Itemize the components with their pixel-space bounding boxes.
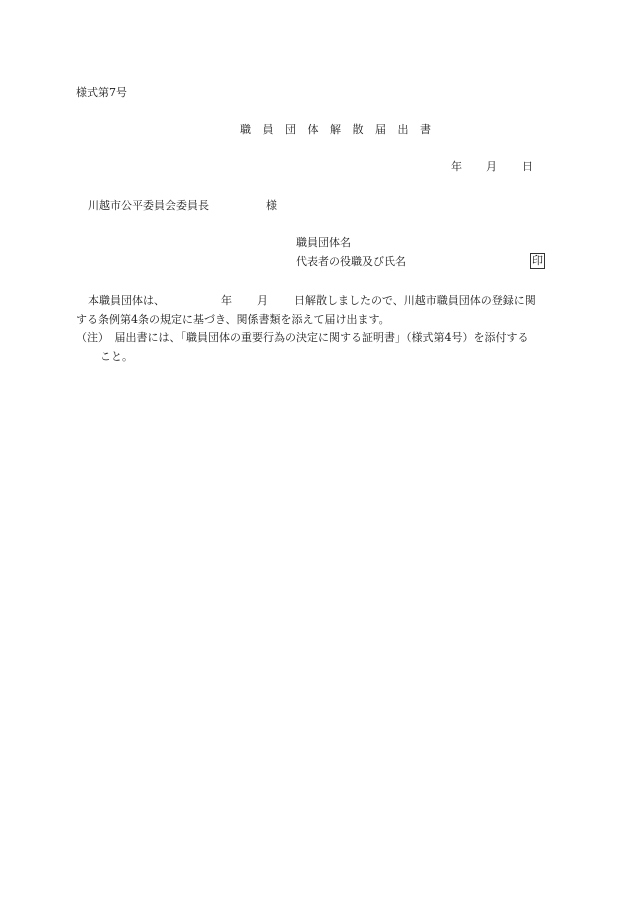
document-title: 職 員 団 体 解 散 届 出 書 bbox=[240, 123, 435, 136]
body-month-label: 月 bbox=[257, 294, 268, 307]
honorific: 様 bbox=[266, 199, 277, 212]
seal-mark: 印 bbox=[532, 254, 543, 267]
date-day-label: 日 bbox=[522, 160, 533, 173]
org-name-label: 職員団体名 bbox=[296, 236, 351, 249]
note-text: （注） 届出書には、「職員団体の重要行為の決定に関する証明書」（様式第4号）を添付する bbox=[76, 331, 529, 344]
form-number: 様式第7号 bbox=[76, 86, 127, 99]
body-text-line2: する条例第4条の規定に基づき、関係書類を添えて届け出ます。 bbox=[76, 313, 390, 326]
body-year-label: 年 bbox=[221, 294, 232, 307]
body-text-start: 本職員団体は、 bbox=[88, 294, 165, 307]
body-text-rest: 日解散しましたので、川越市職員団体の登録に関 bbox=[294, 294, 536, 307]
representative-label: 代表者の役職及び氏名 bbox=[296, 255, 406, 268]
note-text-continued: こと。 bbox=[100, 350, 133, 363]
date-year-label: 年 bbox=[451, 160, 462, 173]
addressee: 川越市公平委員会委員長 bbox=[88, 199, 209, 212]
date-month-label: 月 bbox=[486, 160, 497, 173]
